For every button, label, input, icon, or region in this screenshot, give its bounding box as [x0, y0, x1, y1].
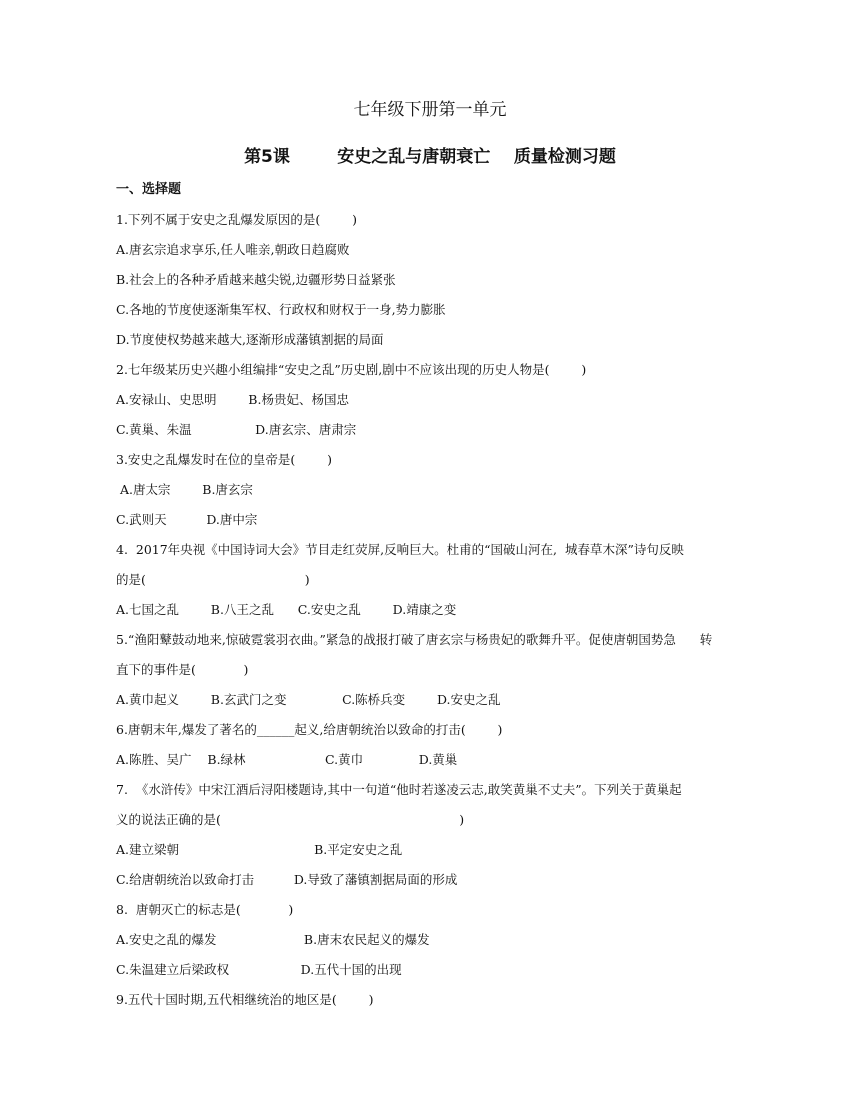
- question-8-options-ab: A.安史之乱的爆发 B.唐末农民起义的爆发: [116, 932, 430, 947]
- question-7-options-cd: C.给唐朝统治以致命打击 D.导致了藩镇割据局面的形成: [116, 872, 458, 887]
- question-2-options-cd: C.黄巢、朱温 D.唐玄宗、唐肃宗: [116, 422, 357, 437]
- document-title: 七年级下册第一单元: [353, 100, 507, 120]
- section-heading: 一、选择题: [116, 182, 182, 197]
- question-4: 4. 2017年央视《中国诗词大会》节目走红荧屏,反响巨大。杜甫的“国破山河在, 城春草木深”诗句反映: [116, 542, 684, 557]
- question-5: 5.“渔阳鼙鼓动地来,惊破霓裳羽衣曲。”紧急的战报打破了唐玄宗与杨贵妃的歌舞升平。促使唐朝国势急 转: [116, 632, 713, 647]
- question-6-options: A.陈胜、吴广 B.绿林 C.黄巾 D.黄巢: [116, 752, 458, 767]
- question-6: 6.唐朝末年,爆发了著名的______起义,给唐朝统治以致命的打击( ): [116, 722, 503, 737]
- lesson-title: 第5课 安史之乱与唐朝衰亡 质量检测习题: [244, 147, 616, 167]
- question-3: 3.安史之乱爆发时在位的皇帝是( ): [116, 452, 332, 467]
- question-9: 9.五代十国时期,五代相继统治的地区是( ): [116, 992, 374, 1007]
- question-3-options-ab: A.唐太宗 B.唐玄宗: [116, 482, 253, 497]
- question-2: 2.七年级某历史兴趣小组编排“安史之乱”历史剧,剧中不应该出现的历史人物是( ): [116, 362, 587, 377]
- question-8-options-cd: C.朱温建立后梁政权 D.五代十国的出现: [116, 962, 402, 977]
- question-1-option-a: A.唐玄宗追求享乐,任人唯亲,朝政日趋腐败: [116, 242, 350, 257]
- question-1-option-c: C.各地的节度使逐渐集军权、行政权和财权于一身,势力膨胀: [116, 302, 446, 317]
- question-4-options: A.七国之乱 B.八王之乱 C.安史之乱 D.靖康之变: [116, 602, 457, 617]
- question-1-option-d: D.节度使权势越来越大,逐渐形成藩镇割据的局面: [116, 332, 384, 347]
- question-7: 7. 《水浒传》中宋江酒后浔阳楼题诗,其中一句道“他时若遂凌云志,敢笑黄巢不丈夫”。下列关于黄巢起: [116, 782, 682, 797]
- question-7-continued: 义的说法正确的是( ): [116, 812, 465, 827]
- question-7-options-ab: A.建立梁朝 B.平定安史之乱: [116, 842, 403, 857]
- question-5-options: A.黄巾起义 B.玄武门之变 C.陈桥兵变 D.安史之乱: [116, 692, 501, 707]
- question-3-options-cd: C.武则天 D.唐中宗: [116, 512, 258, 527]
- question-4-continued: 的是( ): [116, 572, 310, 587]
- question-2-options-ab: A.安禄山、史思明 B.杨贵妃、杨国忠: [116, 392, 349, 407]
- question-1-option-b: B.社会上的各种矛盾越来越尖锐,边疆形势日益紧张: [116, 272, 396, 287]
- question-8: 8. 唐朝灭亡的标志是( ): [116, 902, 294, 917]
- question-5-continued: 直下的事件是( ): [116, 662, 249, 677]
- question-1: 1.下列不属于安史之乱爆发原因的是( ): [116, 212, 357, 227]
